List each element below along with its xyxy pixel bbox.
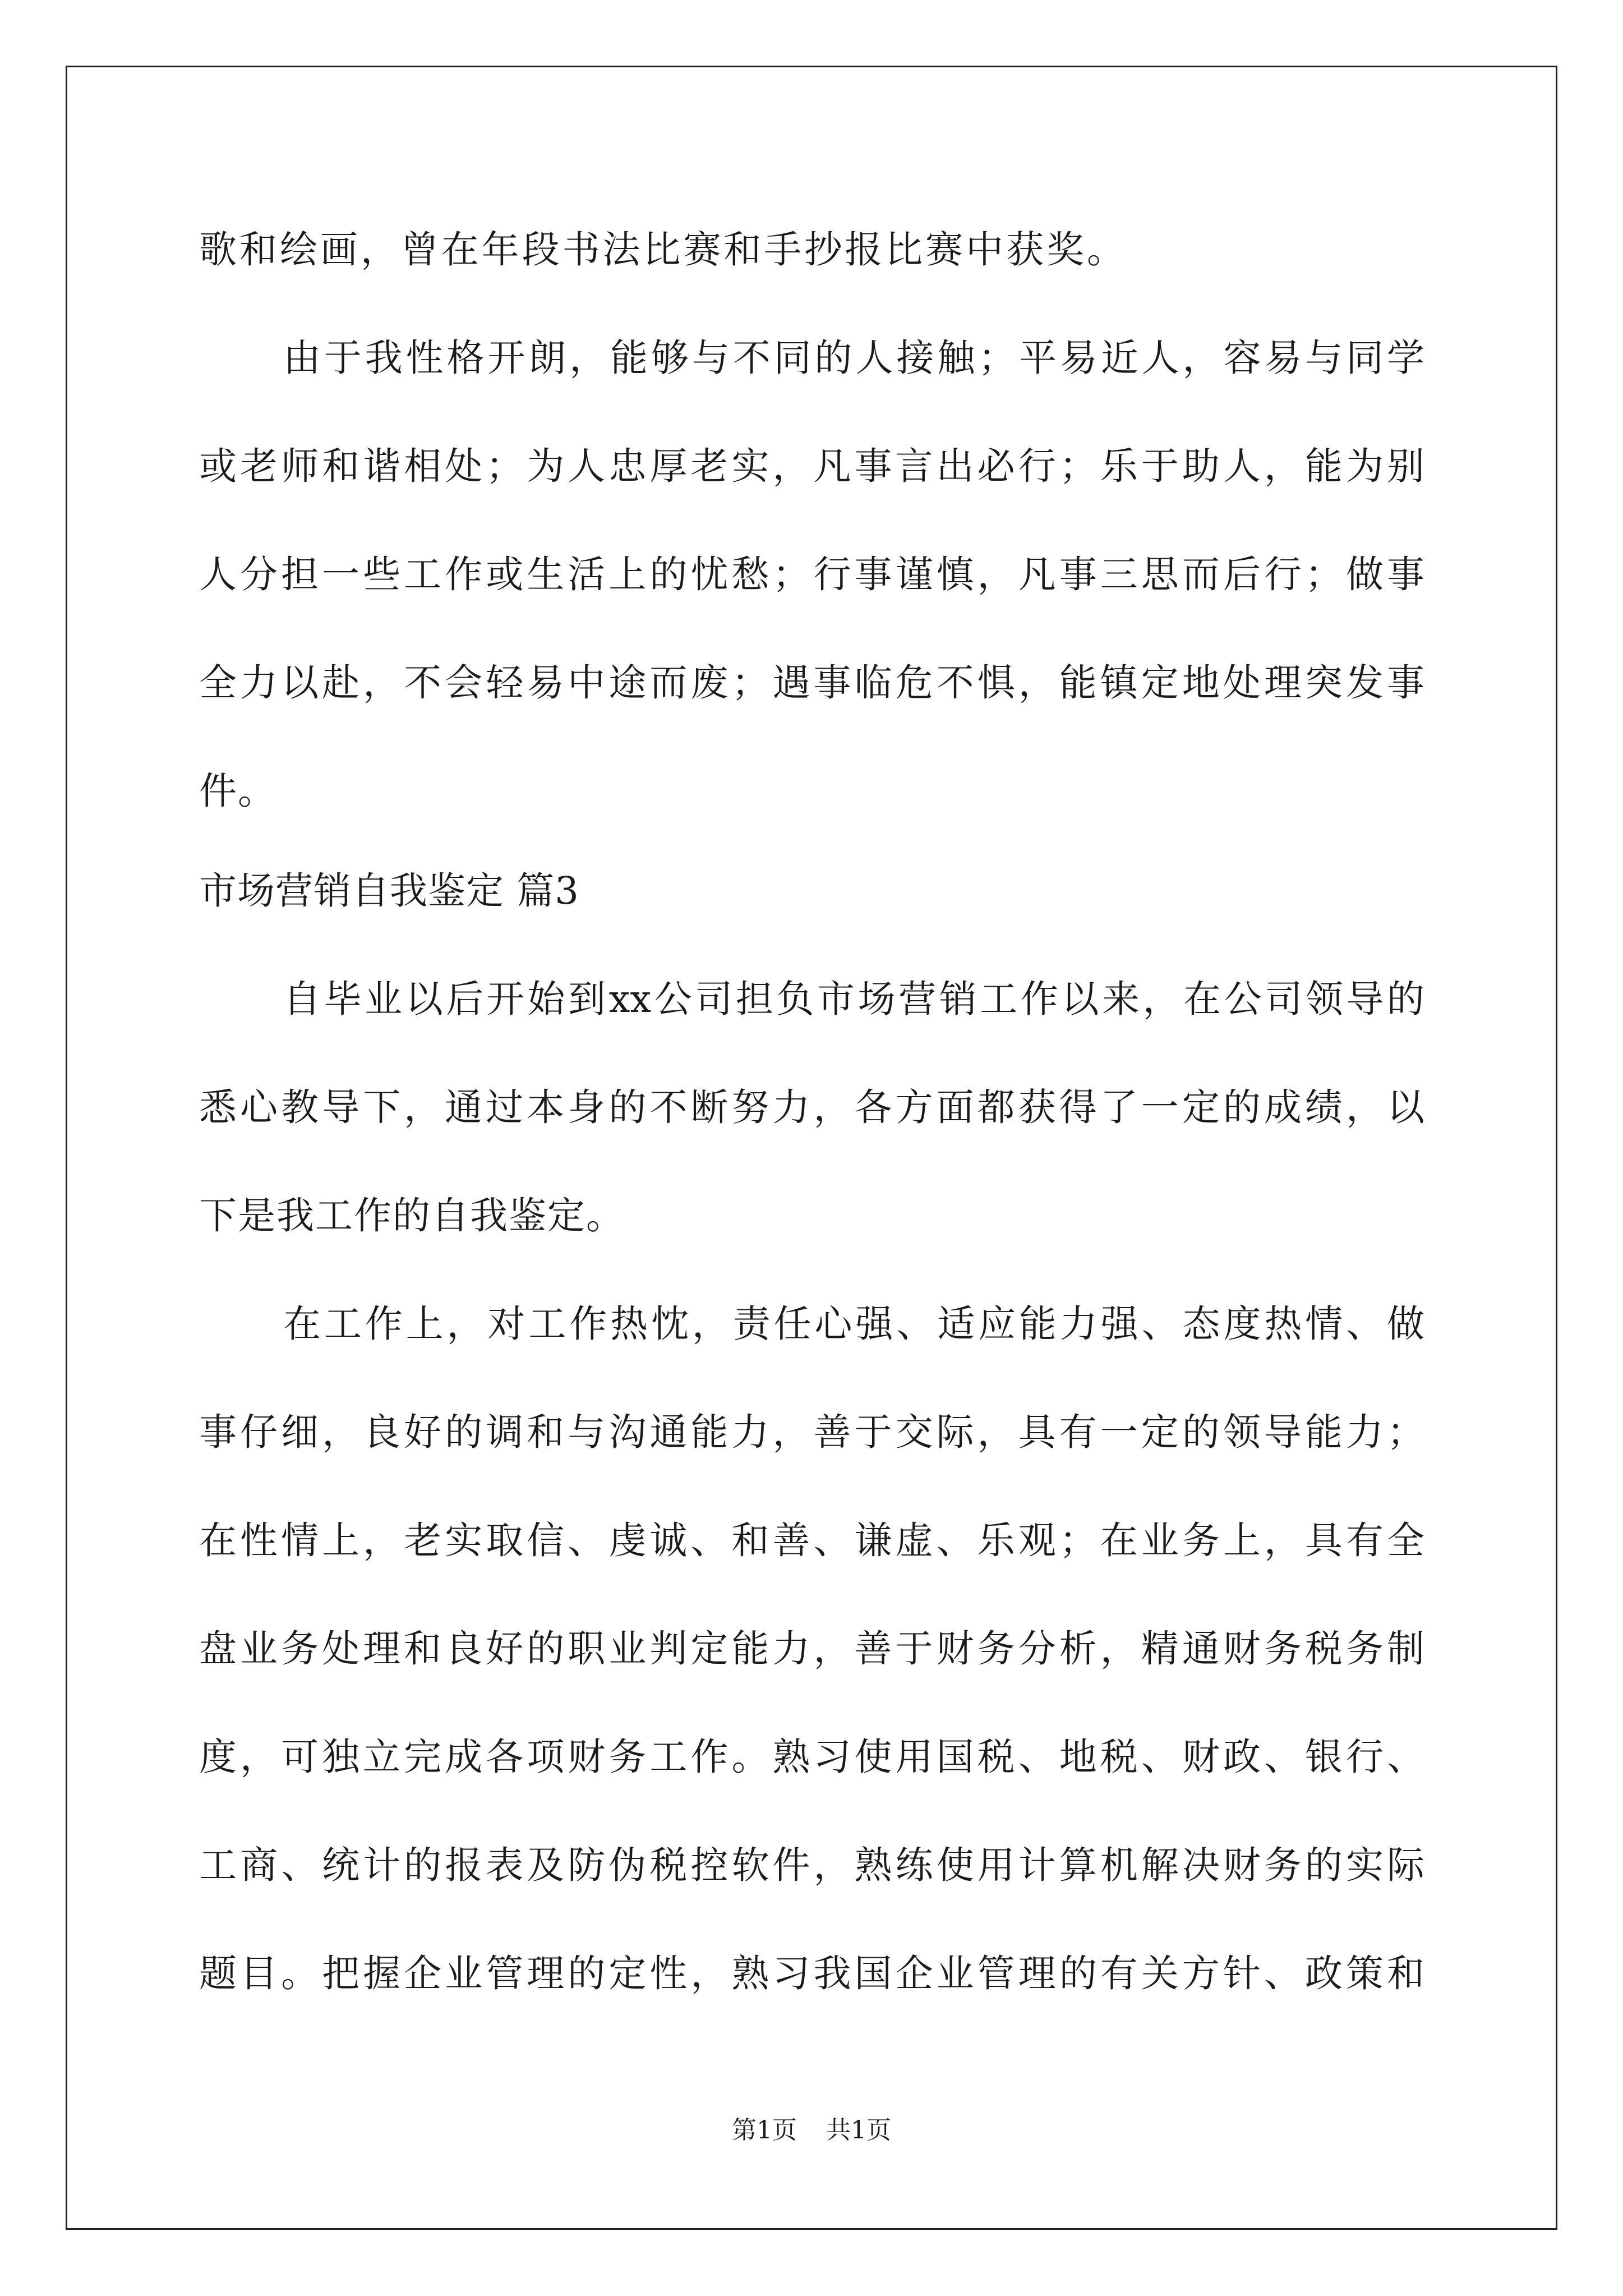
text-line: 下是我工作的自我鉴定。 (199, 1194, 625, 1237)
text-line: 歌和绘画，曾在年段书法比赛和手抄报比赛中获奖。 (199, 228, 1124, 272)
text-line: 人分担一些工作或生活上的忧愁；行事谨慎，凡事三思而后行；做事 (199, 553, 1424, 596)
text-line: 件。 (199, 769, 276, 813)
section-heading: 市场营销自我鉴定 篇3 (199, 869, 579, 913)
paragraph-first-line: 在工作上，对工作热忱，责任心强、适应能力强、态度热情、做 (283, 1302, 1424, 1346)
text-line: 工商、统计的报表及防伪税控软件，熟练使用计算机解决财务的实际 (199, 1843, 1424, 1887)
page-footer (0, 2115, 1623, 2146)
text-line: 全力以赴，不会轻易中途而废；遇事临危不惧，能镇定地处理突发事 (199, 661, 1424, 705)
paragraph-first-line: 自毕业以后开始到xx公司担负市场营销工作以来，在公司领导的 (283, 977, 1424, 1021)
page-number-total: 共1页 (826, 2116, 891, 2145)
page-number-current: 第1页 (732, 2116, 797, 2145)
text-line: 事仔细，良好的调和与沟通能力，善于交际，具有一定的领导能力； (199, 1410, 1424, 1454)
paragraph-first-line: 由于我性格开朗，能够与不同的人接触；平易近人，容易与同学 (283, 336, 1424, 380)
text-line: 度，可独立完成各项财务工作。熟习使用国税、地税、财政、银行、 (199, 1735, 1424, 1779)
text-line: 或老师和谐相处；为人忠厚老实，凡事言出必行；乐于助人，能为别 (199, 444, 1424, 488)
text-line: 悉心教导下，通过本身的不断努力，各方面都获得了一定的成绩，以 (199, 1085, 1424, 1129)
text-line: 在性情上，老实取信、虔诚、和善、谦虚、乐观；在业务上，具有全 (199, 1519, 1424, 1562)
page-border (66, 66, 1557, 2230)
text-line: 盘业务处理和良好的职业判定能力，善于财务分析，精通财务税务制 (199, 1627, 1424, 1671)
text-line: 题目。把握企业管理的定性，熟习我国企业管理的有关方针、政策和 (199, 1952, 1424, 1995)
